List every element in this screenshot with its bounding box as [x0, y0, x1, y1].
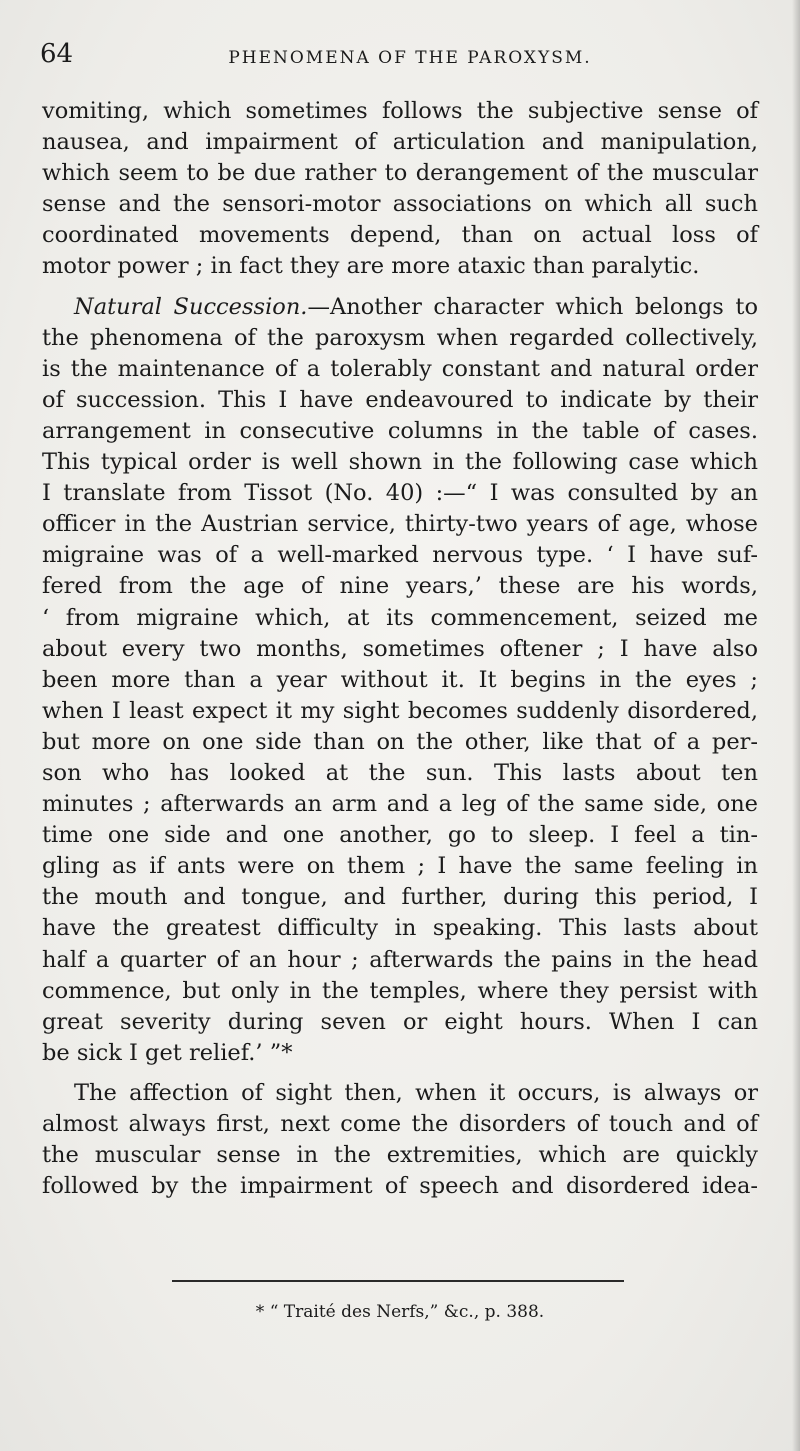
text-line: but more on one side than on the other, like that of a per-	[42, 728, 758, 755]
text-line: coordinated movements depend, than on actual loss of	[42, 222, 758, 249]
text-line: nausea, and impairment of articulation and manipulation,	[42, 129, 758, 156]
text-line: time one side and one another, go to sleep. I feel a tin-	[42, 822, 758, 849]
text-line: motor power ; in fact they are more ataxic than paralytic.	[42, 253, 700, 280]
text-line: This typical order is well shown in the following case which	[42, 449, 758, 476]
text-line: been more than a year without it. It begins in the eyes ;	[42, 666, 758, 693]
page-number: 64	[40, 39, 74, 69]
text-line: the muscular sense in the extremities, which are quickly	[42, 1142, 758, 1169]
footnote: * “ Traité des Nerfs,” &c., p. 388.	[255, 1302, 545, 1322]
text-line: the mouth and tongue, and further, during this period, I	[42, 884, 758, 911]
text-line: have the greatest difficulty in speaking. This lasts about	[42, 915, 758, 942]
paragraph-1	[42, 96, 758, 283]
text-line: the phenomena of the paroxysm when regarded collectively,	[42, 324, 758, 351]
text-line: be sick I get relief.’ ”*	[42, 1039, 293, 1066]
text-line: commence, but only in the temples, where they persist with	[42, 977, 758, 1004]
text-line: officer in the Austrian service, thirty-two years of age, whose	[42, 511, 758, 538]
text-line: vomiting, which sometimes follows the subjective sense of	[42, 98, 758, 124]
text-line: when I least expect it my sight becomes suddenly disordered,	[42, 697, 758, 724]
text-line: migraine was of a well-marked nervous type. ‘ I have suf-	[42, 542, 758, 569]
text-line: almost always first, next come the disorders of touch and of	[42, 1111, 758, 1137]
text-line: I translate from Tissot (No. 40) :—“ I was consulted by an	[42, 480, 758, 507]
paragraph-3	[42, 1078, 758, 1202]
footnote-rule	[172, 1280, 624, 1282]
paragraph-gap	[42, 283, 758, 292]
text-line: ‘ from migraine which, at its commencement, seized me	[42, 604, 758, 631]
text-line: followed by the impairment of speech and disordered idea-	[42, 1173, 758, 1200]
paragraph-gap	[42, 1069, 758, 1078]
text-line: is the maintenance of a tolerably constant and natural order	[42, 355, 758, 382]
text-line: sense and the sensori-motor associations on which all such	[42, 191, 758, 218]
text-line: of succession. This I have endeavoured to indicate by their	[42, 386, 758, 413]
body-text	[42, 96, 758, 1202]
text-line: minutes ; afterwards an arm and a leg of the same side, one	[42, 791, 758, 818]
text-line: arrangement in consecutive columns in the table of cases.	[42, 417, 758, 444]
text-line	[42, 292, 758, 323]
text-line: gling as if ants were on them ; I have the same feeling in	[42, 853, 758, 880]
text-line: The affection of sight then, when it occurs, is always or	[74, 1079, 758, 1106]
text-line: which seem to be due rather to derangement of the muscular	[42, 160, 758, 187]
section-heading: Natural Succession.	[74, 293, 308, 320]
text-line: fered from the age of nine years,’ these are his words,	[42, 573, 758, 600]
text-line: half a quarter of an hour ; afterwards the pains in the head	[42, 946, 758, 973]
paragraph-2	[42, 292, 758, 1069]
page-header	[40, 34, 760, 74]
text-line: about every two months, sometimes oftener ; I have also	[42, 635, 758, 662]
heading-continuation: —Another character which belongs to	[307, 293, 758, 320]
text-line: son who has looked at the sun. This lasts about ten	[42, 759, 758, 786]
running-head: PHENOMENA OF THE PAROXYSM.	[228, 48, 592, 68]
text-line: great severity during seven or eight hours. When I can	[42, 1008, 758, 1035]
